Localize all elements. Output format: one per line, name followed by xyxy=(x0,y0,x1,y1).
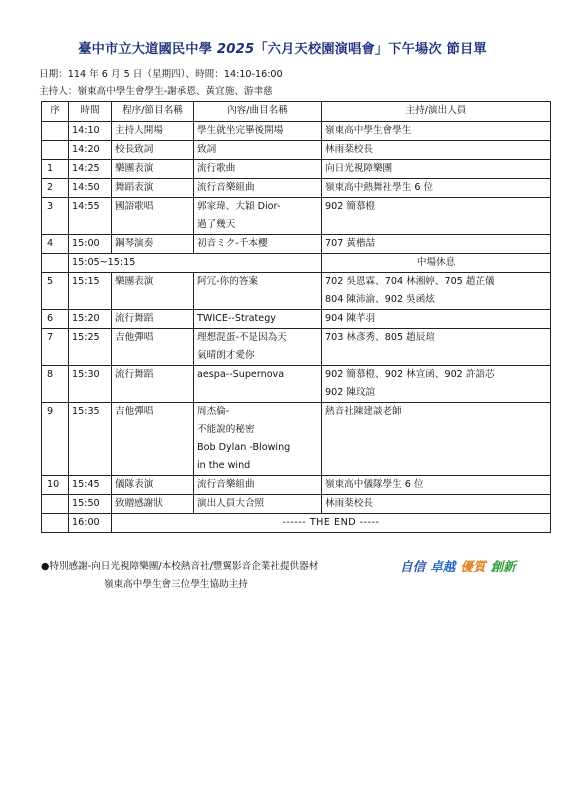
cell-content xyxy=(194,366,322,403)
slogan-word: 優質 xyxy=(460,559,486,574)
performer-line: 林雨棻校長 xyxy=(325,498,373,509)
table-header-row xyxy=(42,102,551,122)
table-row xyxy=(42,495,551,514)
content-line: 致詞 xyxy=(197,144,217,155)
cell-time: 15:35 xyxy=(69,403,112,476)
cell-no: 5 xyxy=(42,273,69,310)
cell-program: 舞蹈表演 xyxy=(112,179,194,198)
cell-time: 15:20 xyxy=(69,310,112,329)
host-line: 主持人：嶺東高中學生會學生-謝承恩、黃宜施、游聿慈 xyxy=(39,86,273,97)
performer-line: 嶺東高中學生會學生 xyxy=(325,125,412,136)
cell-program: 儀隊表演 xyxy=(112,476,194,495)
cell-program: 吉他彈唱 xyxy=(112,403,194,476)
header-no: 序 xyxy=(42,102,69,122)
cell-break-label: 中場休息 xyxy=(322,254,551,273)
cell-program: 鋼琴演奏 xyxy=(112,235,194,254)
cell-no: 10 xyxy=(42,476,69,495)
table-row xyxy=(42,160,551,179)
cell-time: 15:30 xyxy=(69,366,112,403)
cell-content xyxy=(194,273,322,310)
content-line: Bob Dylan -Blowing xyxy=(197,442,291,453)
header-performer: 主持/演出人員 xyxy=(322,102,551,122)
content-line: 學生就坐完畢後開場 xyxy=(197,125,284,136)
slogan-word: 自信 xyxy=(400,559,426,574)
performer-line: 707 黃楷喆 xyxy=(325,238,376,249)
cell-content xyxy=(194,198,322,235)
cell-content xyxy=(194,476,322,495)
cell-time: 15:00 xyxy=(69,235,112,254)
content-line: aespa--Supernova xyxy=(197,369,285,380)
performer-line: 林雨棻校長 xyxy=(325,144,373,155)
performer-line: 902 陳玟諠 xyxy=(325,387,376,398)
content-line: 周杰倫- xyxy=(197,406,230,417)
performer-line: 嶺東高中熱舞社學生 6 位 xyxy=(325,182,434,193)
cell-content xyxy=(194,495,322,514)
cell-no: 4 xyxy=(42,235,69,254)
table-row xyxy=(42,329,551,366)
content-line: 初音ミク-千本櫻 xyxy=(197,238,268,249)
table-row xyxy=(42,254,551,273)
table-row xyxy=(42,310,551,329)
cell-no: 9 xyxy=(42,403,69,476)
cell-no: 7 xyxy=(42,329,69,366)
content-line: 流行音樂組曲 xyxy=(197,479,255,490)
content-line: 演出人員大合照 xyxy=(197,498,265,509)
performer-line: 嶺東高中儀隊學生 6 位 xyxy=(325,479,424,490)
cell-no: 6 xyxy=(42,310,69,329)
content-line: in the wind xyxy=(197,460,251,471)
slogan-word: 創新 xyxy=(490,559,516,574)
header-program: 程序/節目名稱 xyxy=(112,102,194,122)
table-row xyxy=(42,476,551,495)
cell-content xyxy=(194,235,322,254)
performer-line: 熱音社陳建談老師 xyxy=(325,406,402,417)
cell-content xyxy=(194,141,322,160)
header-content: 內容/曲目名稱 xyxy=(194,102,322,122)
performer-line: 902 簡慕橙、902 林宣函、902 許語芯 xyxy=(325,369,495,380)
cell-content xyxy=(194,403,322,476)
program-table xyxy=(41,101,551,533)
cell-time: 15:15 xyxy=(69,273,112,310)
cell-no: 3 xyxy=(42,198,69,235)
cell-performer xyxy=(322,366,551,403)
cell-performer xyxy=(322,310,551,329)
cell-program: 校長致詞 xyxy=(112,141,194,160)
cell-content xyxy=(194,179,322,198)
cell-performer xyxy=(322,122,551,141)
cell-content xyxy=(194,122,322,141)
performer-line: 702 吳恩霖、704 林湘婷、705 趙芷儀 xyxy=(325,276,495,287)
cell-time: 14:50 xyxy=(69,179,112,198)
cell-performer xyxy=(322,273,551,310)
cell-time: 14:55 xyxy=(69,198,112,235)
table-row xyxy=(42,514,551,533)
cell-program: 樂團表演 xyxy=(112,273,194,310)
cell-performer xyxy=(322,235,551,254)
content-line: 不能說的秘密 xyxy=(197,424,255,435)
content-line: 流行歌曲 xyxy=(197,163,236,174)
performer-line: 904 陳芊羽 xyxy=(325,313,376,324)
cell-performer xyxy=(322,198,551,235)
table-row xyxy=(42,366,551,403)
cell-time: 16:00 xyxy=(69,514,112,533)
table-row xyxy=(42,273,551,310)
thanks-line: ●特別感謝-向日光視障樂團/本校熱音社/豐翼影音企業社提供器材 xyxy=(41,561,319,572)
table-row xyxy=(42,235,551,254)
performer-line: 902 簡慕橙 xyxy=(325,201,376,212)
cell-time: 15:50 xyxy=(69,495,112,514)
table-row xyxy=(42,122,551,141)
content-line: 郭家瑋、大穎 Dior- xyxy=(197,201,281,212)
cell-program: 吉他彈唱 xyxy=(112,329,194,366)
cell-no xyxy=(42,254,69,273)
table-row xyxy=(42,179,551,198)
content-line: 阿冗-你的答案 xyxy=(197,276,259,287)
slogan-word: 卓越 xyxy=(430,559,456,574)
cell-program: 主持人開場 xyxy=(112,122,194,141)
cell-program: 致贈感謝狀 xyxy=(112,495,194,514)
cell-no xyxy=(42,141,69,160)
cell-no xyxy=(42,495,69,514)
cell-performer xyxy=(322,476,551,495)
cell-time: 14:25 xyxy=(69,160,112,179)
cell-content xyxy=(194,160,322,179)
performer-line: 向日光視障樂團 xyxy=(325,163,393,174)
cell-program: 流行舞蹈 xyxy=(112,366,194,403)
table-row xyxy=(42,198,551,235)
cell-performer xyxy=(322,141,551,160)
cell-time: 15:45 xyxy=(69,476,112,495)
performer-line: 703 林彥秀、805 趙辰瑄 xyxy=(325,332,435,343)
table-body xyxy=(42,122,551,533)
content-line: TWICE--Strategy xyxy=(197,313,276,324)
cell-performer xyxy=(322,403,551,476)
header-time: 時間 xyxy=(69,102,112,122)
page-title: 臺中市立大道國民中學 2025「六月天校園演唱會」下午場次 節目單 xyxy=(78,42,487,57)
cell-performer xyxy=(322,160,551,179)
cell-no: 2 xyxy=(42,179,69,198)
table-row xyxy=(42,403,551,476)
cell-program: 國語歌唱 xyxy=(112,198,194,235)
cell-program: 樂團表演 xyxy=(112,160,194,179)
cell-program: 流行舞蹈 xyxy=(112,310,194,329)
cell-time: 14:10 xyxy=(69,122,112,141)
cell-content xyxy=(194,329,322,366)
cell-time: 15:05~15:15 xyxy=(69,254,322,273)
cell-performer xyxy=(322,495,551,514)
cell-performer xyxy=(322,329,551,366)
cell-no xyxy=(42,122,69,141)
content-line: 流行音樂組曲 xyxy=(197,182,255,193)
cell-no: 1 xyxy=(42,160,69,179)
content-line: 過了幾天 xyxy=(197,219,236,230)
content-line: 氣晴朗才愛你 xyxy=(197,350,255,361)
cell-no xyxy=(42,514,69,533)
date-line: 日期：114 年 6 月 5 日（星期四）、時間：14:10-16:00 xyxy=(39,69,283,80)
table-row xyxy=(42,141,551,160)
performer-line: 804 陳沛渝、902 吳函炫 xyxy=(325,294,435,305)
cell-time: 14:20 xyxy=(69,141,112,160)
cell-no: 8 xyxy=(42,366,69,403)
content-line: 理想混蛋-不是因為天 xyxy=(197,332,287,343)
cell-content xyxy=(194,310,322,329)
cell-time: 15:25 xyxy=(69,329,112,366)
assist-line: 嶺東高中學生會三位學生協助主持 xyxy=(104,579,248,590)
cell-end-label: ------ THE END ----- xyxy=(112,514,551,533)
school-slogan xyxy=(400,556,521,575)
cell-performer xyxy=(322,179,551,198)
